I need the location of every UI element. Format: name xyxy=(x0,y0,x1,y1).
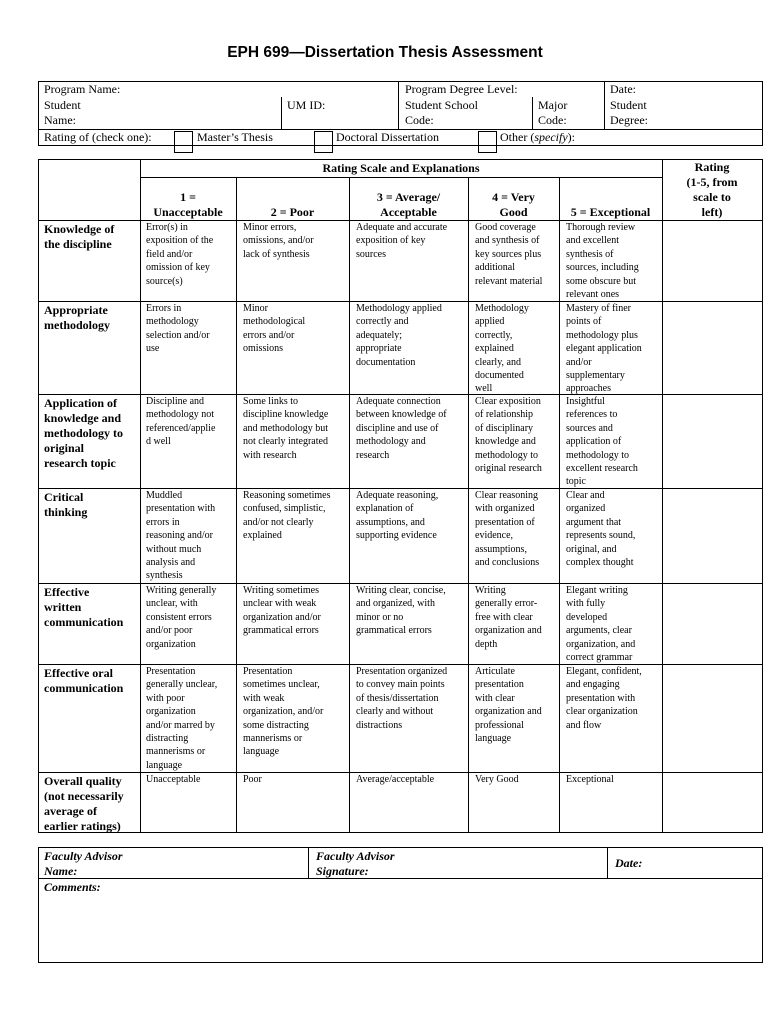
rating-scale-header: Rating Scale and Explanations xyxy=(322,161,480,175)
rating-input-cell[interactable] xyxy=(664,489,760,509)
rubric-cell-level-2: Presentation sometimes unclear, with weak organization, and/or some distracting mannerisms or language xyxy=(243,666,324,758)
faculty-advisor-name-label: Faculty Advisor Name: xyxy=(44,849,123,878)
major-code-label: Major Code: xyxy=(538,98,568,127)
criterion-label: Overall quality (not necessarily average of earlier ratings) xyxy=(44,774,124,833)
rubric-cell-level-4: Clear exposition of relationship of disciplinary knowledge and methodology to original research xyxy=(475,396,542,475)
rubric-cell-level-1: Discipline and methodology not referenced/applie d well xyxy=(146,396,216,448)
rubric-cell-level-3: Methodology applied correctly and adequately; appropriate documentation xyxy=(356,303,442,368)
level-3-header: 3 = Average/ Acceptable xyxy=(376,190,441,219)
rubric-cell-level-2: Writing sometimes unclear with weak organization and/or grammatical errors xyxy=(243,585,321,637)
rubric-cell-level-5: Elegant, confident, and engaging presentation with clear organization and flow xyxy=(566,666,642,731)
masters-thesis-checkbox[interactable] xyxy=(174,131,193,153)
student-school-code-label: Student School Code: xyxy=(405,98,479,127)
rubric-cell-level-4: Good coverage and synthesis of key sources plus additional relevant material xyxy=(475,222,543,287)
rubric-cell-level-2: Minor methodological errors and/or omissions xyxy=(243,303,306,355)
rubric-cell-level-5: Exceptional xyxy=(566,774,614,785)
um-id-label: UM ID: xyxy=(287,98,326,112)
rating-column-header: Rating (1-5, from scale to left) xyxy=(686,160,738,219)
rubric-cell-level-5: Thorough review and excellent synthesis of sources, including some obscure but relevant ones xyxy=(566,222,639,301)
rating-input-cell[interactable] xyxy=(664,302,760,322)
rubric-cell-level-3: Average/acceptable xyxy=(356,774,435,785)
masters-thesis-label: Master’s Thesis xyxy=(197,130,273,144)
rubric-cell-level-3: Presentation organized to convey main points of thesis/dissertation clearly and without distractions xyxy=(356,666,448,731)
rating-of-label: Rating of (check one): xyxy=(44,130,152,144)
rubric-cell-level-1: Writing generally unclear, with consistent errors and/or poor organization xyxy=(146,585,217,650)
rubric-cell-level-4: Articulate presentation with clear organization and professional language xyxy=(475,666,542,745)
rubric-cell-level-1: Presentation generally unclear, with poor organization and/or marred by distracting mannerisms or language xyxy=(146,666,218,771)
student-name-label: Student Name: xyxy=(44,98,81,127)
level-1-header: 1 = Unacceptable xyxy=(153,190,223,219)
rubric-cell-level-3: Adequate reasoning, explanation of assumptions, and supporting evidence xyxy=(356,490,439,542)
program-degree-level-label: Program Degree Level: xyxy=(405,82,518,96)
rubric-cell-level-3: Writing clear, concise, and organized, with minor or no grammatical errors xyxy=(356,585,446,637)
criterion-label: Application of knowledge and methodology to original research topic xyxy=(44,396,123,470)
rubric-cell-level-5: Elegant writing with fully developed arguments, clear organization, and correct grammar xyxy=(566,585,636,664)
criterion-label: Critical thinking xyxy=(44,490,88,519)
comments-label: Comments: xyxy=(44,880,101,894)
rubric-cell-level-3: Adequate connection between knowledge of discipline and use of methodology and research xyxy=(356,396,447,461)
rubric-cell-level-4: Writing generally error- free with clear organization and depth xyxy=(475,585,542,650)
rubric-cell-level-4: Clear reasoning with organized presentation of evidence, assumptions, and conclusions xyxy=(475,490,540,569)
rubric-cell-level-2: Minor errors, omissions, and/or lack of synthesis xyxy=(243,222,314,260)
criterion-label: Knowledge of the discipline xyxy=(44,222,115,251)
date-label: Date: xyxy=(610,82,636,96)
rating-input-cell[interactable] xyxy=(664,665,760,685)
rating-input-cell[interactable] xyxy=(664,773,760,793)
rubric-cell-level-1: Errors in methodology selection and/or use xyxy=(146,303,210,355)
rubric-cell-level-4: Very Good xyxy=(475,774,519,785)
rubric-cell-level-5: Clear and organized argument that represents sound, original, and complex thought xyxy=(566,490,636,569)
level-2-header: 2 = Poor xyxy=(270,205,315,219)
rubric-cell-level-2: Some links to discipline knowledge and methodology but not clearly integrated with research xyxy=(243,396,329,461)
rubric-cell-level-1: Unacceptable xyxy=(146,774,201,785)
criterion-label: Appropriate methodology xyxy=(44,303,110,332)
rubric-cell-level-2: Poor xyxy=(243,774,262,785)
rubric-cell-level-3: Adequate and accurate exposition of key sources xyxy=(356,222,448,260)
doctoral-dissertation-label: Doctoral Dissertation xyxy=(336,130,439,144)
rating-input-cell[interactable] xyxy=(664,221,760,241)
level-5-header: 5 = Exceptional xyxy=(570,205,651,219)
criterion-label: Effective oral communication xyxy=(44,666,124,695)
student-degree-label: Student Degree: xyxy=(610,98,648,127)
faculty-advisor-signature-label: Faculty Advisor Signature: xyxy=(316,849,395,878)
footer-date-label: Date: xyxy=(615,856,643,870)
rubric-cell-level-1: Muddled presentation with errors in reasoning and/or without much analysis and synthesis xyxy=(146,490,216,582)
rubric-cell-level-1: Error(s) in exposition of the field and/or omission of key source(s) xyxy=(146,222,214,287)
doctoral-dissertation-checkbox[interactable] xyxy=(314,131,333,153)
program-name-label: Program Name: xyxy=(44,82,121,96)
rating-input-cell[interactable] xyxy=(664,584,760,604)
other-label: Other (specify): xyxy=(500,130,575,144)
criterion-label: Effective written communication xyxy=(44,585,124,629)
rubric-cell-level-4: Methodology applied correctly, explained clearly, and documented well xyxy=(475,303,529,395)
page-title: EPH 699—Dissertation Thesis Assessment xyxy=(227,44,543,61)
rubric-cell-level-5: Insightful references to sources and application of methodology to excellent research topic xyxy=(566,396,638,488)
rubric-cell-level-2: Reasoning sometimes confused, simplistic, and/or not clearly explained xyxy=(243,490,331,542)
rating-input-cell[interactable] xyxy=(664,395,760,415)
rubric-cell-level-5: Mastery of finer points of methodology plus elegant application and/or supplementary approaches xyxy=(566,303,642,395)
level-4-header: 4 = Very Good xyxy=(492,190,535,219)
other-checkbox[interactable] xyxy=(478,131,497,153)
